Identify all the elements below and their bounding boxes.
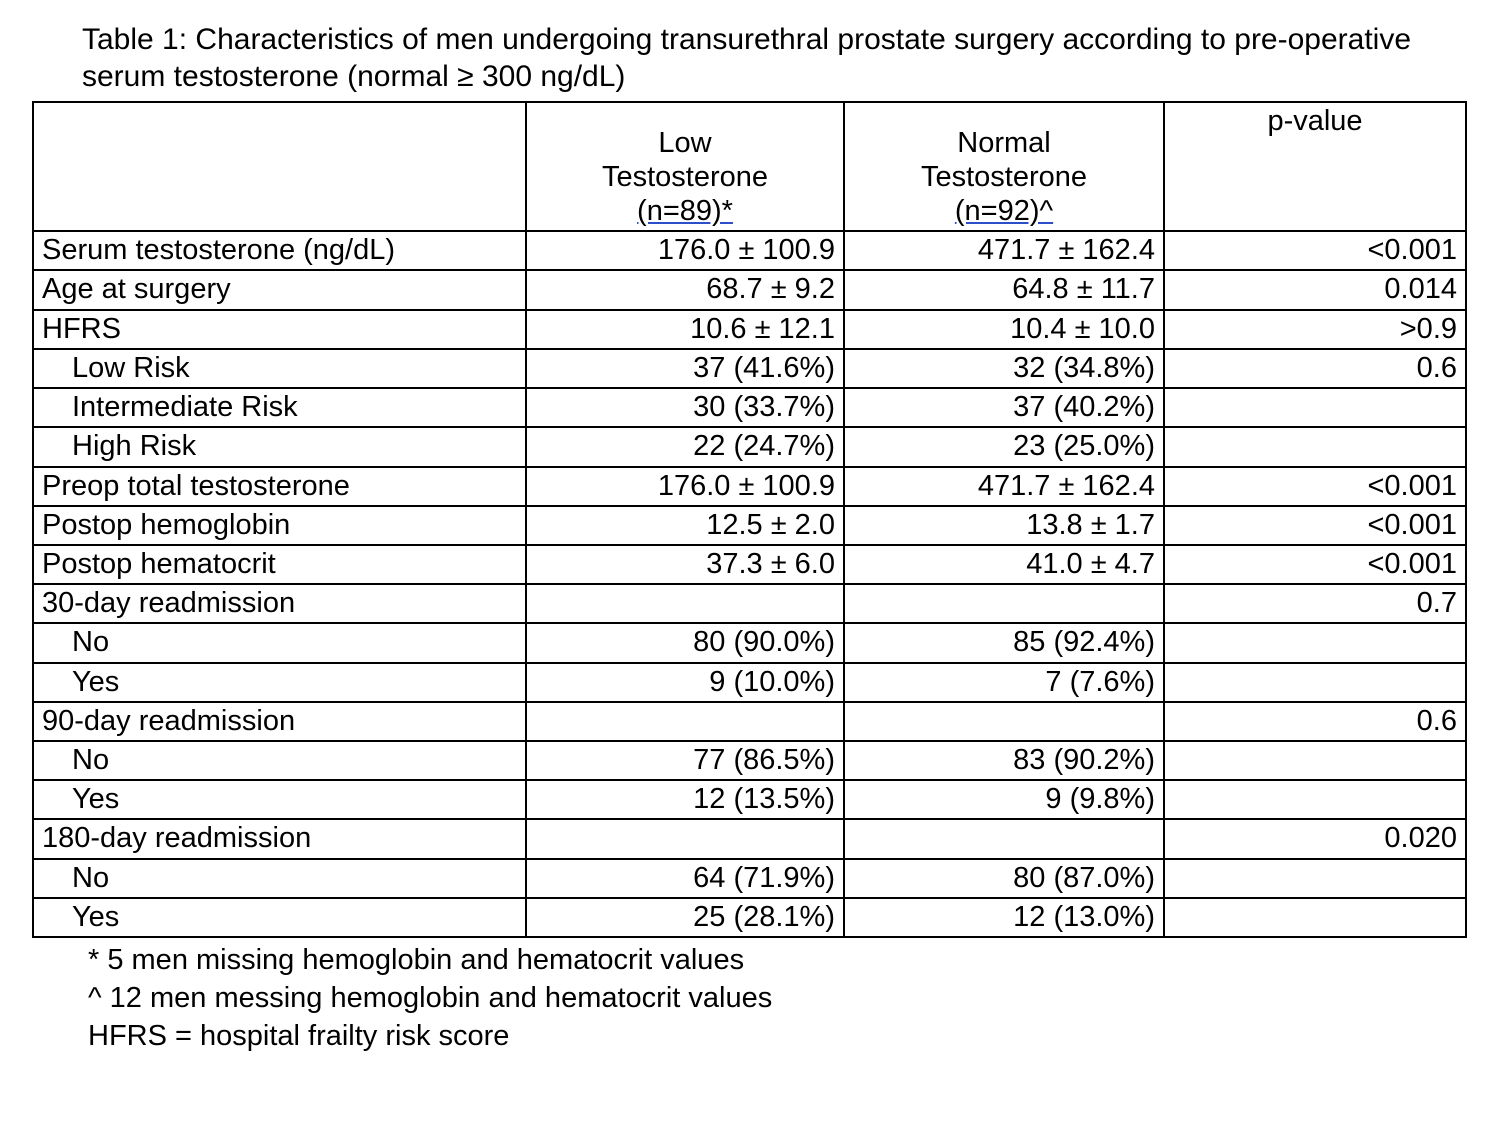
header-cell-label	[33, 102, 526, 231]
cell-low-testosterone: 80 (90.0%)	[526, 623, 844, 662]
row-label: No	[33, 741, 526, 780]
row-label: Postop hemoglobin	[33, 506, 526, 545]
cell-p-value	[1164, 780, 1466, 819]
cell-normal-testosterone: 12 (13.0%)	[844, 898, 1164, 937]
row-label: Serum testosterone (ng/dL)	[33, 231, 526, 270]
table-row	[33, 819, 1466, 858]
cell-p-value	[1164, 427, 1466, 466]
row-label: Age at surgery	[33, 270, 526, 309]
table-row	[33, 898, 1466, 937]
cell-low-testosterone	[526, 819, 844, 858]
cell-low-testosterone: 176.0 ± 100.9	[526, 467, 844, 506]
cell-p-value	[1164, 388, 1466, 427]
cell-p-value	[1164, 623, 1466, 662]
table-row	[33, 270, 1466, 309]
row-label: Low Risk	[33, 349, 526, 388]
cell-low-testosterone: 77 (86.5%)	[526, 741, 844, 780]
row-label: 30-day readmission	[33, 584, 526, 623]
cell-low-testosterone	[526, 584, 844, 623]
cell-low-testosterone: 10.6 ± 12.1	[526, 310, 844, 349]
cell-p-value: 0.020	[1164, 819, 1466, 858]
cell-p-value: 0.6	[1164, 702, 1466, 741]
row-label: Yes	[33, 780, 526, 819]
row-label: No	[33, 859, 526, 898]
cell-normal-testosterone	[844, 584, 1164, 623]
table-row	[33, 545, 1466, 584]
row-label: Preop total testosterone	[33, 467, 526, 506]
cell-low-testosterone: 9 (10.0%)	[526, 663, 844, 702]
row-label: No	[33, 623, 526, 662]
cell-normal-testosterone: 80 (87.0%)	[844, 859, 1164, 898]
header-cell-p-value: p-value	[1164, 102, 1466, 231]
table-row	[33, 741, 1466, 780]
table-row	[33, 623, 1466, 662]
characteristics-table	[32, 101, 1467, 938]
cell-normal-testosterone	[844, 819, 1164, 858]
table-body	[33, 231, 1466, 937]
table-header	[33, 102, 1466, 231]
cell-normal-testosterone: 10.4 ± 10.0	[844, 310, 1164, 349]
table-row	[33, 467, 1466, 506]
cell-normal-testosterone: 32 (34.8%)	[844, 349, 1164, 388]
row-label: Intermediate Risk	[33, 388, 526, 427]
cell-normal-testosterone: 471.7 ± 162.4	[844, 231, 1164, 270]
cell-normal-testosterone: 7 (7.6%)	[844, 663, 1164, 702]
cell-low-testosterone: 12.5 ± 2.0	[526, 506, 844, 545]
cell-low-testosterone	[526, 702, 844, 741]
cell-p-value: 0.7	[1164, 584, 1466, 623]
cell-normal-testosterone: 13.8 ± 1.7	[844, 506, 1164, 545]
cell-normal-testosterone: 9 (9.8%)	[844, 780, 1164, 819]
cell-low-testosterone: 30 (33.7%)	[526, 388, 844, 427]
header-low-line2: Testosterone	[601, 160, 769, 193]
table-row	[33, 859, 1466, 898]
header-cell-normal-testosterone	[844, 102, 1164, 231]
table-row	[33, 388, 1466, 427]
cell-p-value: 0.6	[1164, 349, 1466, 388]
table-row	[33, 780, 1466, 819]
row-label: HFRS	[33, 310, 526, 349]
table-row	[33, 506, 1466, 545]
header-normal-line2: Testosterone	[920, 160, 1088, 193]
footnote-line: * 5 men missing hemoglobin and hematocrit values	[88, 944, 745, 977]
row-label: 180-day readmission	[33, 819, 526, 858]
cell-p-value	[1164, 741, 1466, 780]
cell-normal-testosterone: 83 (90.2%)	[844, 741, 1164, 780]
cell-p-value	[1164, 663, 1466, 702]
cell-p-value: 0.014	[1164, 270, 1466, 309]
header-low-line1: Low	[658, 126, 712, 159]
cell-p-value: <0.001	[1164, 467, 1466, 506]
cell-normal-testosterone: 23 (25.0%)	[844, 427, 1164, 466]
header-cell-low-testosterone	[526, 102, 844, 231]
cell-p-value: >0.9	[1164, 310, 1466, 349]
cell-normal-testosterone: 41.0 ± 4.7	[844, 545, 1164, 584]
header-normal-line3: (n=92)^	[954, 194, 1054, 227]
cell-low-testosterone: 64 (71.9%)	[526, 859, 844, 898]
cell-low-testosterone: 176.0 ± 100.9	[526, 231, 844, 270]
cell-low-testosterone: 22 (24.7%)	[526, 427, 844, 466]
row-label: High Risk	[33, 427, 526, 466]
row-label: Postop hematocrit	[33, 545, 526, 584]
cell-p-value: <0.001	[1164, 545, 1466, 584]
table-row	[33, 702, 1466, 741]
cell-low-testosterone: 25 (28.1%)	[526, 898, 844, 937]
footnotes	[30, 942, 1464, 1055]
table-row	[33, 663, 1466, 702]
header-normal-line1: Normal	[957, 126, 1051, 159]
row-label: 90-day readmission	[33, 702, 526, 741]
footnote-line: ^ 12 men messing hemoglobin and hematocrit values	[88, 981, 773, 1014]
cell-p-value: <0.001	[1164, 231, 1466, 270]
cell-normal-testosterone	[844, 702, 1164, 741]
header-row	[33, 102, 1466, 231]
footnote-line: HFRS = hospital frailty risk score	[88, 1019, 510, 1052]
row-label: Yes	[33, 898, 526, 937]
header-low-line3: (n=89)*	[637, 194, 733, 227]
table-row	[33, 349, 1466, 388]
table-row	[33, 310, 1466, 349]
cell-normal-testosterone: 471.7 ± 162.4	[844, 467, 1164, 506]
cell-p-value	[1164, 859, 1466, 898]
cell-normal-testosterone: 85 (92.4%)	[844, 623, 1164, 662]
cell-low-testosterone: 68.7 ± 9.2	[526, 270, 844, 309]
cell-normal-testosterone: 64.8 ± 11.7	[844, 270, 1164, 309]
cell-p-value	[1164, 898, 1466, 937]
cell-low-testosterone: 37.3 ± 6.0	[526, 545, 844, 584]
table-row	[33, 427, 1466, 466]
cell-low-testosterone: 12 (13.5%)	[526, 780, 844, 819]
table-row	[33, 231, 1466, 270]
cell-normal-testosterone: 37 (40.2%)	[844, 388, 1164, 427]
cell-low-testosterone: 37 (41.6%)	[526, 349, 844, 388]
cell-p-value: <0.001	[1164, 506, 1466, 545]
table-row	[33, 584, 1466, 623]
row-label: Yes	[33, 663, 526, 702]
table-caption: Table 1: Characteristics of men undergoing transurethral prostate surgery according to pre-operative serum testosterone (normal ≥ 300 ng/dL)	[82, 23, 1412, 93]
